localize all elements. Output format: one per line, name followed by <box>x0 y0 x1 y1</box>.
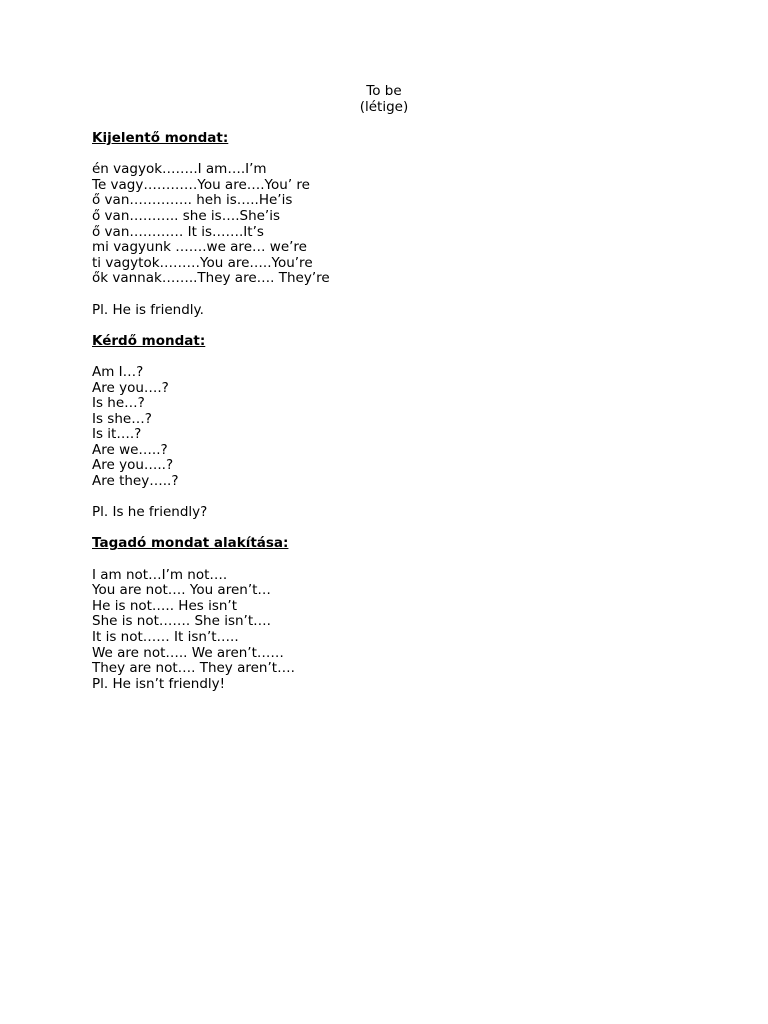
question-line: Are they…..? <box>92 473 179 490</box>
spacer <box>92 318 692 334</box>
spacer <box>92 490 692 506</box>
question-line: Is he…? <box>92 395 145 412</box>
question-line: Are you…..? <box>92 457 174 474</box>
spacer <box>92 287 692 303</box>
negative-line: They are not…. They aren’t…. <box>92 660 295 677</box>
document-title <box>92 84 676 115</box>
question-example: Pl. Is he friendly? <box>92 504 208 521</box>
negative-line: She is not……. She isn’t…. <box>92 613 271 630</box>
question-line: Is it….? <box>92 426 142 443</box>
negative-example: Pl. He isn’t friendly! <box>92 675 226 692</box>
heading-negative: Tagadó mondat alakítása: <box>92 535 289 552</box>
statement-line: ő van………… It is…….It’s <box>92 223 264 240</box>
spacer <box>92 147 692 163</box>
question-line: Are you….? <box>92 379 169 396</box>
spacer <box>92 349 692 365</box>
negative-line: We are not….. We aren’t…… <box>92 644 284 661</box>
negative-line: I am not…I’m not…. <box>92 566 228 583</box>
statement-line: ti vagytok………You are…..You’re <box>92 254 313 271</box>
document-body <box>92 131 692 692</box>
question-line: Are we…..? <box>92 441 168 458</box>
spacer <box>92 521 692 537</box>
statement-example: Pl. He is friendly. <box>92 301 204 318</box>
negative-line: It is not…… It isn’t….. <box>92 629 239 645</box>
heading-question: Kérdő mondat: <box>92 332 206 349</box>
statement-line: én vagyok……..I am….I’m <box>92 161 267 178</box>
question-line: Am I…? <box>92 363 144 380</box>
statement-line: ők vannak……..They are…. They’re <box>92 270 330 287</box>
heading-statement: Kijelentő mondat: <box>92 130 229 146</box>
statement-line: ő van……….. she is….She’is <box>92 207 281 224</box>
statement-line: mi vagyunk …….we are… we’re <box>92 239 307 256</box>
negative-line: He is not….. Hes isn’t <box>92 597 238 614</box>
title-line-2: (létige) <box>359 98 409 115</box>
title-line-1: To be <box>366 83 402 99</box>
statement-line: Te vagy…………You are….You’ re <box>92 176 310 193</box>
negative-line: You are not…. You aren’t… <box>92 582 271 599</box>
question-line: Is she…? <box>92 410 152 427</box>
spacer <box>92 552 692 568</box>
statement-line: ő van………….. heh is…..He’is <box>92 192 293 209</box>
